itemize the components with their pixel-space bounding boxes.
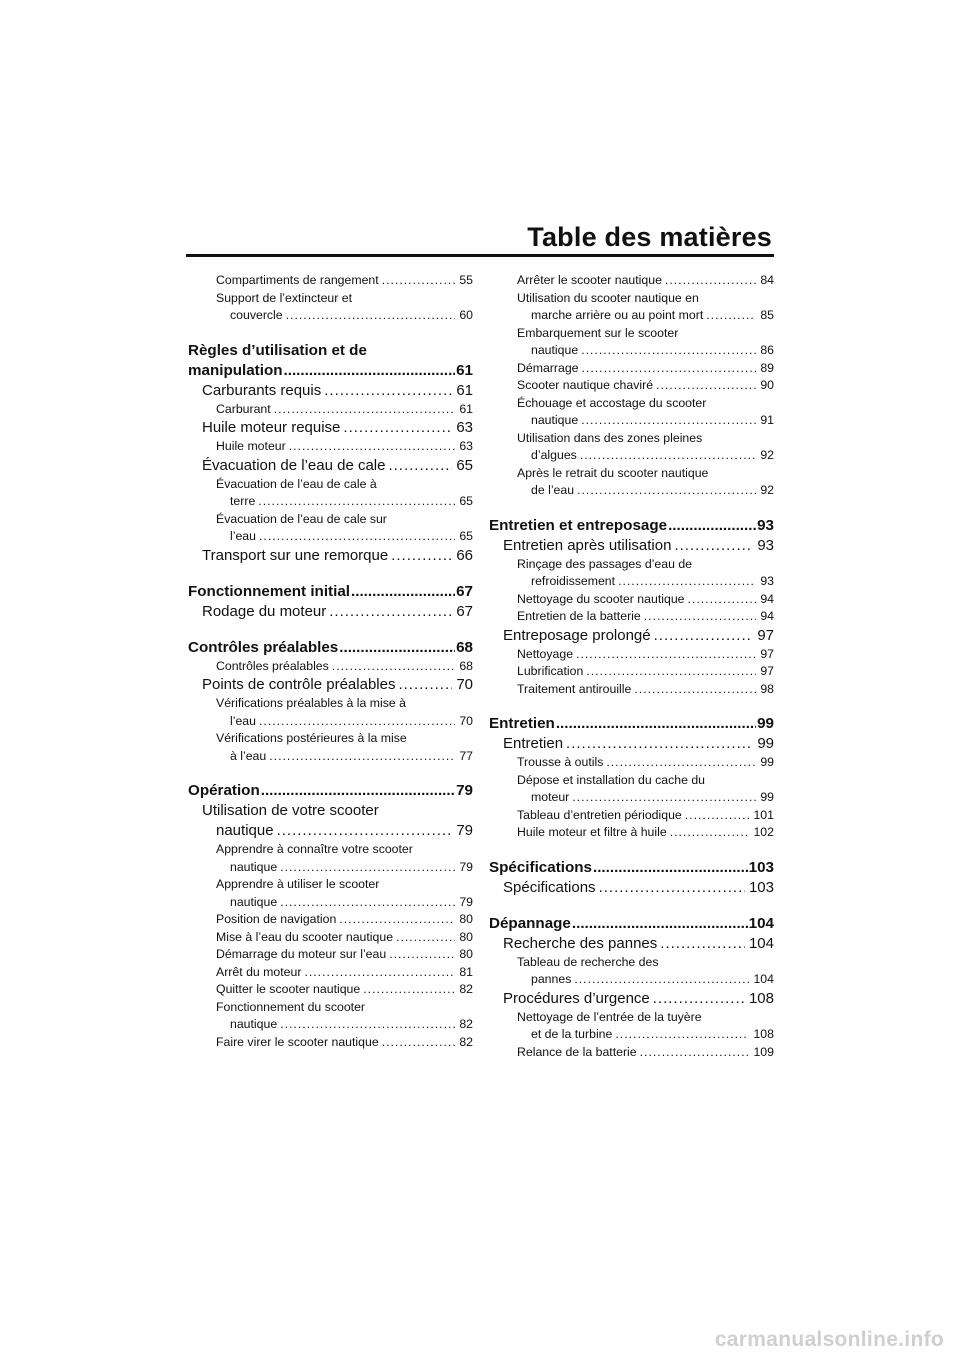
toc-page-number: 92	[760, 483, 774, 497]
toc-page-number: 104	[753, 972, 774, 986]
toc-subsection[interactable]	[489, 591, 774, 609]
dot-leader	[581, 412, 756, 430]
toc-subsection[interactable]	[188, 911, 473, 929]
toc-page-number: 94	[760, 609, 774, 623]
toc-subsection[interactable]	[188, 438, 473, 456]
toc-entry-title: Recherche des pannes	[503, 934, 658, 952]
toc-entry-title: Utilisation dans des zones pleines	[517, 430, 703, 445]
toc-entry-title: Tableau d’entretien périodique	[517, 807, 682, 822]
toc-entry-title: Entretien après utilisation	[503, 536, 672, 554]
toc-subsection[interactable]	[188, 695, 473, 730]
toc-page-number: 90	[760, 378, 774, 392]
toc-entry-title: Apprendre à connaître votre scooter	[216, 842, 413, 856]
toc-page-number: 63	[456, 419, 473, 436]
toc-page-number: 89	[760, 360, 774, 375]
dot-leader	[688, 591, 757, 609]
toc-entry-title: Carburant	[216, 401, 271, 416]
dot-leader	[576, 646, 756, 664]
toc-entry-title: Rodage du moteur	[202, 602, 327, 620]
dot-leader	[615, 1026, 749, 1044]
toc-page-number: 67	[456, 582, 473, 600]
dot-leader	[259, 528, 455, 546]
toc-page-number: 93	[760, 574, 774, 588]
toc-page-number: 60	[459, 308, 473, 322]
dot-leader	[280, 859, 455, 877]
toc-entry-title-cont: et de la turbine	[531, 1027, 613, 1041]
toc-entry-title: Dépose et installation du cache du	[517, 772, 705, 787]
toc-entry-title-cont: nautique	[216, 822, 274, 839]
toc-page-number: 80	[459, 912, 473, 926]
toc-subsection[interactable]	[188, 841, 473, 876]
toc-subsection[interactable]	[489, 465, 774, 500]
toc-subsection[interactable]	[489, 1044, 774, 1062]
dot-leader	[280, 894, 455, 912]
toc-entry-title: Arrêt du moteur	[216, 964, 302, 979]
toc-chapter[interactable]	[489, 858, 774, 878]
dot-leader	[284, 361, 456, 381]
toc-entry-title: Mise à l’eau du scooter nautique	[216, 929, 394, 944]
toc-section[interactable]	[188, 456, 473, 476]
toc-subsection[interactable]	[489, 325, 774, 360]
dot-leader	[654, 626, 754, 646]
toc-section[interactable]	[489, 626, 774, 646]
toc-entry-title: Entretien	[503, 735, 564, 752]
toc-page-number: 65	[459, 529, 473, 543]
toc-entry-title: Entretien de la batterie	[517, 609, 641, 623]
dot-leader	[572, 914, 748, 934]
dot-leader	[660, 934, 745, 954]
toc-entry-title: Échouage et accostage du scooter	[517, 395, 707, 410]
toc-page-number: 93	[757, 536, 774, 554]
toc-subsection[interactable]	[489, 556, 774, 591]
toc-subsection[interactable]	[489, 824, 774, 842]
toc-page-number: 109	[753, 1044, 774, 1059]
toc-chapter[interactable]	[489, 914, 774, 934]
toc-entry-title: Procédures d’urgence	[503, 989, 650, 1007]
dot-leader	[581, 342, 756, 360]
dot-leader	[269, 748, 455, 766]
toc-page-number: 92	[760, 448, 774, 462]
dot-leader	[324, 381, 452, 401]
dot-leader	[280, 1016, 455, 1034]
dot-leader	[593, 858, 748, 878]
toc-entry-title: Nettoyage de l’entrée de la tuyère	[517, 1009, 702, 1024]
toc-page-number: 99	[760, 755, 774, 769]
dot-leader	[382, 1034, 456, 1052]
toc-entry-title-cont: l’eau	[230, 529, 256, 543]
toc-page-number: 82	[459, 982, 473, 996]
dot-leader	[343, 418, 452, 438]
dot-leader	[556, 714, 756, 734]
toc-entry-title-cont: nautique	[230, 1017, 278, 1031]
toc-entry-title: Position de navigation	[216, 912, 337, 926]
toc-entry-title-cont: nautique	[230, 894, 278, 909]
toc-entry-title: Après le retrait du scooter nautique	[517, 465, 709, 480]
dot-leader	[665, 272, 756, 290]
toc-entry-title: Contrôles préalables	[188, 638, 339, 656]
toc-entry-title: Trousse à outils	[517, 755, 604, 769]
toc-page-number: 82	[459, 1017, 473, 1031]
toc-page-number: 79	[459, 859, 473, 874]
dot-leader	[351, 582, 455, 602]
toc-entry-title: Spécifications	[503, 878, 596, 896]
toc-entry-title: Entretien	[489, 715, 555, 732]
dot-leader	[329, 602, 452, 622]
dot-leader	[656, 377, 756, 395]
dot-leader	[674, 536, 753, 556]
dot-leader	[274, 401, 456, 419]
dot-leader	[582, 360, 757, 378]
toc-subsection[interactable]	[489, 681, 774, 699]
toc-page-number: 85	[760, 308, 774, 322]
toc-subsection[interactable]	[489, 754, 774, 772]
toc-entry-title-cont: pannes	[531, 972, 572, 986]
toc-entry-title-cont: l’eau	[230, 713, 256, 728]
toc-entry-title: Huile moteur et filtre à huile	[517, 825, 667, 839]
toc-subsection[interactable]	[489, 395, 774, 430]
toc-page-number: 55	[459, 273, 473, 287]
page-title: Table des matières	[527, 222, 772, 252]
toc-entry-title: Relance de la batterie	[517, 1044, 637, 1059]
toc-page-number: 68	[459, 658, 473, 673]
toc-entry-title: Spécifications	[489, 858, 592, 876]
toc-page-number: 65	[456, 456, 473, 474]
toc-page-number: 65	[459, 494, 473, 508]
toc-entry-title: Contrôles préalables	[216, 658, 329, 673]
toc-page-number: 99	[757, 735, 774, 752]
dot-leader	[640, 1044, 750, 1062]
toc-entry-title: Embarquement sur le scooter	[517, 325, 679, 340]
dot-leader	[388, 456, 452, 476]
dot-leader	[259, 713, 455, 731]
toc-entry-title: Utilisation de votre scooter	[202, 802, 379, 819]
toc-entry-title: Évacuation de l’eau de cale	[202, 456, 386, 474]
toc-subsection[interactable]	[188, 476, 473, 511]
dot-leader	[389, 946, 455, 964]
dot-leader	[668, 516, 756, 536]
toc-page-number: 104	[748, 934, 774, 952]
toc-section[interactable]	[489, 734, 774, 754]
toc-entry-title: Démarrage du moteur sur l’eau	[216, 947, 387, 961]
title-rule	[186, 254, 774, 257]
dot-leader	[618, 573, 756, 591]
dot-leader	[396, 929, 455, 947]
toc-page-number: 93	[757, 516, 774, 534]
toc-page-number: 70	[459, 713, 473, 728]
toc-entry-title: Démarrage	[517, 360, 579, 375]
toc-entry-title-cont: à l’eau	[230, 748, 267, 763]
toc-subsection[interactable]	[489, 663, 774, 681]
toc-section[interactable]	[489, 934, 774, 954]
dot-leader	[634, 681, 756, 699]
toc-page-number: 80	[459, 929, 473, 944]
toc-subsection[interactable]	[489, 377, 774, 395]
toc-page-number: 79	[459, 894, 473, 909]
toc-subsection[interactable]	[188, 730, 473, 765]
dot-leader	[382, 272, 456, 290]
toc-page-number: 86	[760, 343, 774, 357]
toc-chapter[interactable]	[188, 638, 473, 658]
toc-entry-title-cont: moteur	[531, 790, 570, 804]
toc-entry-title-cont: nautique	[230, 859, 278, 874]
toc-entry-title: Points de contrôle préalables	[202, 676, 396, 693]
toc-section[interactable]	[188, 602, 473, 622]
toc-subsection[interactable]	[188, 1034, 473, 1052]
dot-leader	[286, 307, 456, 325]
toc-entry-title: Huile moteur	[216, 439, 286, 453]
dot-leader	[685, 807, 750, 825]
toc-entry-title: Carburants requis	[202, 381, 322, 399]
toc-entry-title-cont: refroidissement	[531, 574, 616, 588]
dot-leader	[653, 989, 745, 1009]
toc-chapter[interactable]	[489, 714, 774, 734]
toc-column-right	[489, 272, 774, 1061]
toc-chapter[interactable]	[188, 341, 473, 381]
dot-leader	[277, 821, 453, 841]
toc-entry-title: Règles d’utilisation et de	[188, 341, 367, 359]
toc-page-number: 63	[459, 439, 473, 453]
toc-entry-title-cont: manipulation	[188, 361, 283, 379]
toc-page-number: 67	[456, 602, 473, 620]
toc-subsection[interactable]	[489, 360, 774, 378]
toc-entry-title-cont: d’algues	[531, 448, 577, 462]
toc-section[interactable]	[489, 536, 774, 556]
toc-entry-title: Arrêter le scooter nautique	[517, 273, 662, 287]
toc-subsection[interactable]	[489, 608, 774, 626]
toc-subsection[interactable]	[489, 430, 774, 465]
toc-page-number: 104	[748, 914, 774, 932]
dot-leader	[586, 663, 756, 681]
toc-entry-title: Dépannage	[489, 914, 571, 932]
toc-entry-title: Entreposage prolongé	[503, 626, 651, 644]
toc-entry-title: Vérifications préalables à la mise à	[216, 696, 407, 710]
toc-entry-title-cont: nautique	[531, 343, 579, 357]
toc-entry-title: Rinçage des passages d’eau de	[517, 556, 693, 571]
toc-page-number: 79	[456, 822, 473, 839]
toc-entry-title: Compartiments de rangement	[216, 273, 379, 287]
toc-page-number: 97	[760, 646, 774, 661]
toc-page-number: 97	[760, 664, 774, 678]
toc-entry-title: Quitter le scooter nautique	[216, 982, 361, 996]
toc-subsection[interactable]	[188, 981, 473, 999]
toc-column-left	[188, 272, 473, 1051]
dot-leader	[580, 447, 757, 465]
toc-subsection[interactable]	[188, 511, 473, 546]
dot-leader	[574, 971, 749, 989]
toc-entry-title: Évacuation de l’eau de cale à	[216, 476, 377, 491]
toc-entry-title: Fonctionnement initial	[188, 582, 350, 600]
dot-leader	[577, 482, 756, 500]
toc-subsection[interactable]	[489, 807, 774, 825]
toc-entry-title-cont: nautique	[531, 413, 579, 427]
toc-subsection[interactable]	[489, 646, 774, 664]
toc-page-number: 91	[760, 413, 774, 427]
toc-subsection[interactable]	[489, 1009, 774, 1044]
dot-leader	[363, 981, 455, 999]
toc-section[interactable]	[489, 878, 774, 898]
dot-leader	[572, 789, 756, 807]
dot-leader	[339, 638, 455, 658]
toc-entry-title: Traitement antirouille	[517, 681, 632, 696]
toc-section[interactable]	[188, 801, 473, 841]
toc-page-number: 68	[456, 638, 473, 656]
toc-page-number: 102	[753, 825, 774, 839]
toc-page-number: 103	[748, 878, 774, 896]
toc-page-number: 94	[760, 591, 774, 606]
toc-entry-title: Scooter nautique chaviré	[517, 378, 654, 392]
watermark: carmanualsonline.info	[714, 1328, 944, 1351]
toc-section[interactable]	[188, 418, 473, 438]
toc-entry-title: Vérifications postérieures à la mise	[216, 731, 407, 745]
dot-leader	[606, 754, 756, 772]
toc-page-number: 81	[459, 964, 473, 979]
dot-leader	[398, 675, 452, 695]
toc-entry-title: Nettoyage	[517, 646, 574, 661]
toc-subsection[interactable]	[489, 290, 774, 325]
toc-entry-title: Opération	[188, 782, 260, 799]
dot-leader	[670, 824, 750, 842]
toc-chapter[interactable]	[489, 516, 774, 536]
toc-section[interactable]	[489, 989, 774, 1009]
toc-section[interactable]	[188, 675, 473, 695]
toc-entry-title: Fonctionnement du scooter	[216, 999, 366, 1014]
toc-entry-title: Entretien et entreposage	[489, 516, 668, 534]
dot-leader	[566, 734, 753, 754]
toc-chapter[interactable]	[188, 781, 473, 801]
toc-section[interactable]	[188, 381, 473, 401]
toc-entry-title-cont: couvercle	[230, 308, 283, 322]
dot-leader	[706, 307, 756, 325]
toc-page-number: 82	[459, 1034, 473, 1049]
dot-leader	[644, 608, 757, 626]
toc-page-number: 79	[456, 782, 473, 799]
toc-page-number: 98	[760, 681, 774, 696]
toc-page-number: 61	[456, 361, 473, 379]
toc-page-number: 99	[760, 790, 774, 804]
dot-leader	[599, 878, 745, 898]
toc-entry-title-cont: marche arrière ou au point mort	[531, 308, 704, 322]
toc-entry-title: Faire virer le scooter nautique	[216, 1034, 379, 1049]
toc-entry-title: Apprendre à utiliser le scooter	[216, 877, 380, 891]
toc-page-number: 61	[459, 401, 473, 416]
dot-leader	[261, 781, 455, 801]
toc-subsection[interactable]	[489, 772, 774, 807]
toc-subsection[interactable]	[188, 272, 473, 290]
toc-subsection[interactable]	[188, 946, 473, 964]
toc-page-number: 80	[459, 947, 473, 961]
dot-leader	[332, 658, 456, 676]
toc-subsection[interactable]	[188, 876, 473, 911]
toc-entry-title-cont: terre	[230, 494, 256, 508]
toc-subsection[interactable]	[188, 999, 473, 1034]
toc-entry-title: Évacuation de l’eau de cale sur	[216, 511, 387, 526]
toc-chapter[interactable]	[188, 582, 473, 602]
toc-subsection[interactable]	[489, 272, 774, 290]
toc-subsection[interactable]	[188, 658, 473, 676]
toc-subsection[interactable]	[188, 401, 473, 419]
dot-leader	[391, 546, 452, 566]
toc-entry-title: Tableau de recherche des	[517, 954, 659, 969]
toc-page-number: 108	[748, 989, 774, 1007]
toc-page-number: 97	[757, 626, 774, 644]
toc-page-number: 108	[753, 1027, 774, 1041]
toc-entry-title: Nettoyage du scooter nautique	[517, 591, 685, 606]
toc-page-number: 77	[459, 748, 473, 763]
toc-entry-title: Transport sur une remorque	[202, 546, 389, 564]
toc-section[interactable]	[188, 546, 473, 566]
toc-page-number: 66	[456, 546, 473, 564]
dot-leader	[304, 964, 455, 982]
toc-entry-title-cont: de l’eau	[531, 483, 575, 497]
toc-subsection[interactable]	[188, 964, 473, 982]
dot-leader	[339, 911, 455, 929]
toc-subsection[interactable]	[188, 929, 473, 947]
toc-subsection[interactable]	[489, 954, 774, 989]
toc-page-number: 61	[456, 381, 473, 399]
dot-leader	[289, 438, 456, 456]
toc-entry-title: Support de l’extincteur et	[216, 290, 353, 305]
dot-leader	[258, 493, 455, 511]
toc-entry-title: Huile moteur requise	[202, 419, 341, 436]
toc-page-number: 103	[748, 858, 774, 876]
toc-subsection[interactable]	[188, 290, 473, 325]
toc-entry-title: Lubrification	[517, 664, 584, 678]
toc-page-number: 101	[753, 807, 774, 822]
toc-entry-title: Utilisation du scooter nautique en	[517, 290, 699, 305]
toc-page-number: 70	[456, 676, 473, 693]
toc-page-number: 84	[760, 273, 774, 287]
toc-page-number: 99	[757, 715, 774, 732]
